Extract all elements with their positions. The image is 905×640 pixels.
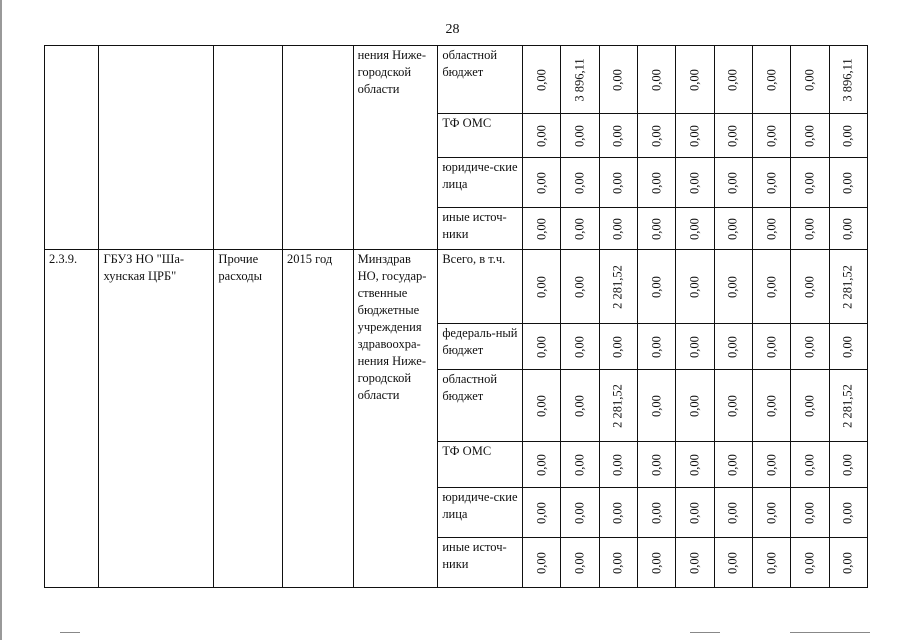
- cell-value: 0,00: [802, 124, 817, 147]
- cell-value: 0,00: [725, 68, 740, 91]
- cell-value: 2 281,52: [610, 383, 625, 428]
- cell-value: 0,00: [534, 124, 549, 147]
- value-cell: [561, 46, 599, 114]
- value-cell: [523, 488, 561, 538]
- cell-value: 0,00: [802, 501, 817, 524]
- value-cell: [791, 114, 829, 158]
- cell-value: 2 281,52: [610, 264, 625, 309]
- value-cell: [561, 370, 599, 442]
- value-cell: [637, 370, 675, 442]
- value-cell: [752, 208, 790, 250]
- funding-source: областной бюджет: [438, 46, 523, 114]
- value-cell: [752, 538, 790, 588]
- value-cell: [829, 488, 867, 538]
- scan-bottom-mark: [690, 632, 720, 633]
- cell-value: 0,00: [840, 217, 855, 240]
- table-body: [45, 46, 868, 588]
- cell-value: 0,00: [610, 453, 625, 476]
- item-number: 2.3.9.: [45, 250, 99, 588]
- expense-type: Прочие расходы: [214, 250, 283, 588]
- value-cell: [599, 208, 637, 250]
- page-number: 28: [445, 22, 460, 37]
- value-cell: [676, 370, 714, 442]
- value-cell: [599, 538, 637, 588]
- cell-value: 0,00: [725, 501, 740, 524]
- value-cell: [637, 250, 675, 324]
- cell-value: 0,00: [802, 217, 817, 240]
- cell-value: 0,00: [764, 335, 779, 358]
- cell-value: 0,00: [572, 335, 587, 358]
- cell-value: 0,00: [649, 335, 664, 358]
- period-year: 2015 год: [283, 250, 354, 588]
- cell-value: 0,00: [840, 501, 855, 524]
- cell-value: 0,00: [764, 171, 779, 194]
- agency-cell: нения Ниже-городской области: [353, 46, 438, 250]
- value-cell: [599, 370, 637, 442]
- item-number-cell: [45, 46, 99, 250]
- cell-value: 0,00: [802, 275, 817, 298]
- value-cell: [561, 442, 599, 488]
- value-cell: [561, 158, 599, 208]
- cell-value: 0,00: [610, 217, 625, 240]
- value-cell: [752, 442, 790, 488]
- funding-source: иные источ-ники: [438, 208, 523, 250]
- cell-value: 0,00: [572, 551, 587, 574]
- value-cell: [829, 324, 867, 370]
- cell-value: 0,00: [610, 501, 625, 524]
- value-cell: [523, 208, 561, 250]
- value-cell: [752, 370, 790, 442]
- cell-value: 0,00: [534, 217, 549, 240]
- value-cell: [714, 158, 752, 208]
- cell-value: 0,00: [610, 68, 625, 91]
- value-cell: [829, 442, 867, 488]
- cell-value: 0,00: [649, 551, 664, 574]
- cell-value: 0,00: [649, 501, 664, 524]
- value-cell: [523, 538, 561, 588]
- cell-value: 0,00: [764, 217, 779, 240]
- cell-value: 0,00: [840, 171, 855, 194]
- value-cell: [829, 538, 867, 588]
- value-cell: [829, 208, 867, 250]
- table-row: [45, 46, 868, 114]
- value-cell: [714, 208, 752, 250]
- cell-value: 0,00: [610, 124, 625, 147]
- budget-table: [44, 45, 868, 588]
- cell-value: 0,00: [572, 501, 587, 524]
- value-cell: [714, 370, 752, 442]
- cell-value: 2 281,52: [840, 383, 855, 428]
- cell-value: 0,00: [725, 335, 740, 358]
- value-cell: [714, 538, 752, 588]
- value-cell: [561, 488, 599, 538]
- value-cell: [676, 538, 714, 588]
- cell-value: 0,00: [534, 394, 549, 417]
- cell-value: 0,00: [572, 171, 587, 194]
- value-cell: [561, 250, 599, 324]
- cell-value: 0,00: [649, 453, 664, 476]
- cell-value: 0,00: [649, 124, 664, 147]
- value-cell: [637, 46, 675, 114]
- scan-bottom-mark: [790, 632, 870, 633]
- value-cell: [714, 442, 752, 488]
- cell-value: 0,00: [687, 551, 702, 574]
- cell-value: 0,00: [840, 335, 855, 358]
- value-cell: [676, 114, 714, 158]
- value-cell: [523, 370, 561, 442]
- cell-value: 0,00: [534, 501, 549, 524]
- table-row: [45, 250, 868, 324]
- value-cell: [637, 442, 675, 488]
- value-cell: [599, 250, 637, 324]
- funding-source: федераль-ный бюджет: [438, 324, 523, 370]
- value-cell: [714, 324, 752, 370]
- value-cell: [637, 324, 675, 370]
- cell-value: 0,00: [802, 394, 817, 417]
- value-cell: [599, 46, 637, 114]
- cell-value: 0,00: [687, 501, 702, 524]
- cell-value: 0,00: [610, 171, 625, 194]
- cell-value: 0,00: [725, 453, 740, 476]
- cell-value: 0,00: [840, 124, 855, 147]
- value-cell: [829, 114, 867, 158]
- cell-value: 0,00: [764, 551, 779, 574]
- value-cell: [676, 442, 714, 488]
- funding-source: областной бюджет: [438, 370, 523, 442]
- cell-value: 3 896,11: [572, 57, 587, 102]
- cell-value: 0,00: [764, 124, 779, 147]
- cell-value: 0,00: [534, 275, 549, 298]
- value-cell: [676, 488, 714, 538]
- value-cell: [637, 208, 675, 250]
- cell-value: 0,00: [534, 551, 549, 574]
- value-cell: [523, 46, 561, 114]
- value-cell: [714, 114, 752, 158]
- cell-value: 0,00: [725, 551, 740, 574]
- cell-value: 0,00: [687, 171, 702, 194]
- cell-value: 0,00: [572, 394, 587, 417]
- value-cell: [561, 538, 599, 588]
- value-cell: [676, 250, 714, 324]
- cell-value: 0,00: [802, 171, 817, 194]
- value-cell: [637, 538, 675, 588]
- value-cell: [676, 158, 714, 208]
- cell-value: 0,00: [725, 217, 740, 240]
- value-cell: [791, 324, 829, 370]
- value-cell: [829, 46, 867, 114]
- value-cell: [637, 488, 675, 538]
- value-cell: [829, 370, 867, 442]
- value-cell: [752, 158, 790, 208]
- value-cell: [752, 250, 790, 324]
- value-cell: [676, 208, 714, 250]
- value-cell: [523, 442, 561, 488]
- value-cell: [637, 158, 675, 208]
- cell-value: 0,00: [649, 217, 664, 240]
- cell-value: 0,00: [687, 217, 702, 240]
- value-cell: [676, 46, 714, 114]
- value-cell: [791, 488, 829, 538]
- funding-source: ТФ ОМС: [438, 442, 523, 488]
- value-cell: [714, 488, 752, 538]
- funding-source: иные источ-ники: [438, 538, 523, 588]
- cell-value: 0,00: [534, 171, 549, 194]
- cell-value: 0,00: [687, 335, 702, 358]
- cell-value: 0,00: [764, 394, 779, 417]
- value-cell: [791, 538, 829, 588]
- cell-value: 0,00: [649, 394, 664, 417]
- cell-value: 0,00: [687, 275, 702, 298]
- cell-value: 3 896,11: [840, 57, 855, 102]
- value-cell: [523, 324, 561, 370]
- value-cell: [561, 208, 599, 250]
- cell-value: 0,00: [840, 551, 855, 574]
- cell-value: 0,00: [802, 453, 817, 476]
- cell-value: 0,00: [610, 551, 625, 574]
- cell-value: 0,00: [764, 453, 779, 476]
- value-cell: [752, 324, 790, 370]
- value-cell: [599, 488, 637, 538]
- value-cell: [791, 46, 829, 114]
- expense-cell: [214, 46, 283, 250]
- cell-value: 0,00: [534, 335, 549, 358]
- value-cell: [829, 158, 867, 208]
- value-cell: [791, 370, 829, 442]
- scan-edge-line: [0, 0, 2, 640]
- cell-value: 0,00: [649, 275, 664, 298]
- cell-value: 0,00: [610, 335, 625, 358]
- cell-value: 0,00: [802, 551, 817, 574]
- funding-source: юридиче-ские лица: [438, 158, 523, 208]
- value-cell: [599, 442, 637, 488]
- cell-value: 0,00: [725, 124, 740, 147]
- funding-source: ТФ ОМС: [438, 114, 523, 158]
- cell-value: 0,00: [534, 453, 549, 476]
- value-cell: [829, 250, 867, 324]
- institution-name: ГБУЗ НО "Ша-хунская ЦРБ": [99, 250, 214, 588]
- value-cell: [523, 114, 561, 158]
- value-cell: [561, 324, 599, 370]
- cell-value: 0,00: [572, 124, 587, 147]
- scan-bottom-mark: [60, 632, 80, 633]
- value-cell: [791, 208, 829, 250]
- cell-value: 0,00: [687, 124, 702, 147]
- cell-value: 0,00: [802, 68, 817, 91]
- funding-source: юридиче-ские лица: [438, 488, 523, 538]
- value-cell: [752, 46, 790, 114]
- year-cell: [283, 46, 354, 250]
- value-cell: [752, 114, 790, 158]
- cell-value: 0,00: [687, 68, 702, 91]
- funding-source: Всего, в т.ч.: [438, 250, 523, 324]
- cell-value: 0,00: [725, 394, 740, 417]
- value-cell: [637, 114, 675, 158]
- value-cell: [599, 324, 637, 370]
- value-cell: [561, 114, 599, 158]
- value-cell: [791, 250, 829, 324]
- cell-value: 0,00: [764, 275, 779, 298]
- cell-value: 0,00: [687, 394, 702, 417]
- cell-value: 0,00: [764, 68, 779, 91]
- cell-value: 0,00: [572, 217, 587, 240]
- institution-cell: [99, 46, 214, 250]
- value-cell: [791, 158, 829, 208]
- value-cell: [599, 158, 637, 208]
- cell-value: 2 281,52: [840, 264, 855, 309]
- value-cell: [599, 114, 637, 158]
- cell-value: 0,00: [764, 501, 779, 524]
- value-cell: [676, 324, 714, 370]
- value-cell: [752, 488, 790, 538]
- cell-value: 0,00: [572, 275, 587, 298]
- value-cell: [714, 46, 752, 114]
- value-cell: [791, 442, 829, 488]
- responsible-agency: Минздрав НО, государ-ственные бюджетные учреждения здравоохра-нения Ниже-городской области: [353, 250, 438, 588]
- cell-value: 0,00: [725, 275, 740, 298]
- cell-value: 0,00: [572, 453, 587, 476]
- cell-value: 0,00: [649, 171, 664, 194]
- cell-value: 0,00: [840, 453, 855, 476]
- cell-value: 0,00: [649, 68, 664, 91]
- cell-value: 0,00: [725, 171, 740, 194]
- cell-value: 0,00: [687, 453, 702, 476]
- value-cell: [523, 158, 561, 208]
- cell-value: 0,00: [802, 335, 817, 358]
- value-cell: [714, 250, 752, 324]
- cell-value: 0,00: [534, 68, 549, 91]
- value-cell: [523, 250, 561, 324]
